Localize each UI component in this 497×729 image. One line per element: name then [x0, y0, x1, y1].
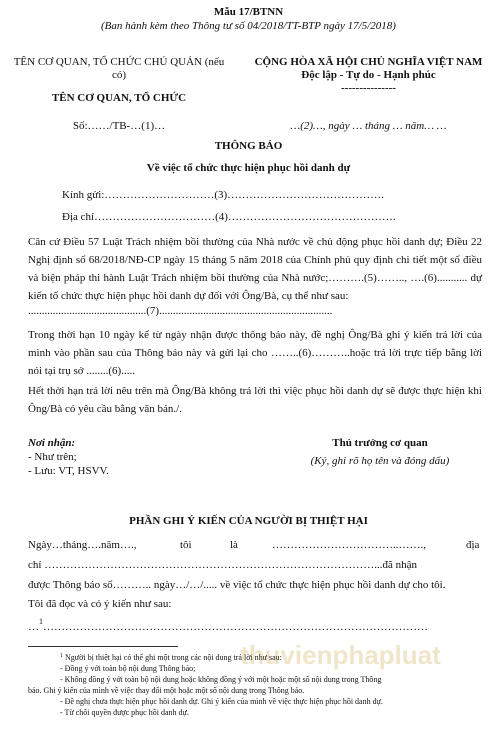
footnote-line: - Không đồng ý với toàn bộ nội dung hoặc không đồng ý với một hoặc một số nội dung trong Thông — [60, 675, 382, 684]
document-title: THÔNG BÁO — [214, 140, 283, 152]
nation-name: CỘNG HÒA XÃ HỘI CHỦ NGHĨA VIỆT NAM — [254, 56, 483, 68]
footnote-line: báo. Ghi ý kiến của mình về việc thay đổi một hoặc một số nội dung trong Thông báo. — [28, 686, 305, 695]
parent-org-line2: có) — [111, 69, 127, 81]
reply-date: Ngày…tháng….năm…., — [28, 539, 137, 551]
reply-opinion-line — [28, 617, 428, 634]
footnote-line: Người bị thiệt hại có thể ghi một trong các nội dung trả lời như sau: — [65, 653, 282, 662]
address-line: Địa chỉ……………………………(4)………………………………………. — [62, 211, 396, 223]
recipient-item: - Như trên; — [28, 451, 77, 463]
document-number: Số:……/TB-…(1)… — [72, 120, 166, 132]
footnote-number: 1 — [60, 653, 63, 659]
footnote-line: - Đề nghị chưa thực hiện phục hồi danh dự. Ghi ý kiến của mình về việc thực hiện phục hồi danh dự. — [60, 697, 383, 706]
signer-note: (Ký, ghi rõ họ tên và đóng dấu) — [310, 455, 450, 467]
footnote-line: - Từ chối quyền được phục hồi danh dự. — [60, 708, 189, 717]
document-date: …(2)…, ngày … tháng … năm… … — [290, 120, 447, 132]
reply-address-line: chỉ ………………………………………………………………………………...đã nhận — [28, 559, 417, 571]
motto-dashes: --------------- — [341, 82, 396, 94]
watermark: thuvienphapluat — [240, 640, 441, 670]
org-name: TÊN CƠ QUAN, TỔ CHỨC — [51, 92, 187, 104]
parent-org-line1: TÊN CƠ QUAN, TỔ CHỨC CHỦ QUẢN (nếu — [13, 56, 225, 68]
recipients-label: Nơi nhận: — [28, 437, 76, 449]
document-subtitle: Về việc tổ chức thực hiện phục hồi danh dự — [146, 162, 351, 174]
reply-notice-line: được Thông báo số……….. ngày…/…/..... về việc tổ chức thực hiện phục hồi danh dự cho tôi. — [28, 579, 446, 591]
reply-la: là — [230, 539, 238, 551]
footnote-line: - Đồng ý với toàn bộ nội dung Thông báo; — [60, 664, 196, 673]
reply-name-blank: ……………………………..……., — [272, 539, 426, 551]
reply-opinion-dots: …………………………………………………………………………………………… — [43, 621, 428, 633]
signer-title: Thủ trưởng cơ quan — [332, 437, 428, 449]
reply-dia: địa — [466, 539, 480, 551]
nation-motto: Độc lập - Tự do - Hạnh phúc — [301, 69, 436, 81]
reply-toi: tôi — [180, 539, 192, 551]
paragraph-legal-basis: Căn cứ Điều 57 Luật Trách nhiệm bồi thường của Nhà nước về chủ động phục hồi danh dự; Điều 22 Nghị định số 68/2018/NĐ-CP ngày 15 tháng 5 năm 2018 của Chính phủ quy định chi tiết một số điều và biện pháp thi hành Luật Trách nhiệm bồi thường của Nhà nước;……….(5)…….., ….(6)........... dự kiến tổ chức thực hiện phục hồi danh dự đối với Ông/Bà, cụ thể như sau: — [28, 236, 482, 302]
section2-title: PHẦN GHI Ý KIẾN CỦA NGƯỜI BỊ THIỆT HẠI — [129, 515, 368, 527]
recipient-item: - Lưu: VT, HSVV. — [28, 465, 109, 477]
paragraph-expiry: Hết thời hạn trả lời nêu trên mà Ông/Bà không trả lời thì việc phục hồi danh dự sẽ được thực hiện khi Ông/Bà có yêu cầu bằng văn bản./. — [28, 385, 482, 415]
recipient-line: Kính gửi:…………………………(3)……………………………………. — [62, 189, 384, 201]
paragraph-reply-deadline: Trong thời hạn 10 ngày kể từ ngày nhận được thông báo này, đề nghị Ông/Bà ghi ý kiến trả lời của mình vào phần sau của Thông báo này và gửi lại cho ……..(6)………..hoặc trả lời trực tiếp bằng lời nói tại trụ sở ........(6)..... — [28, 329, 482, 377]
reply-opinion-intro: Tôi đã đọc và có ý kiến như sau: — [28, 598, 172, 610]
footnote-ref[interactable]: 1 — [39, 617, 43, 626]
reply-opinion-mark: … — [28, 621, 39, 633]
content-line-7: ...........................................(7)............................................................... — [28, 305, 333, 317]
form-note: (Ban hành kèm theo Thông tư số 04/2018/TT-BTP ngày 17/5/2018) — [101, 20, 396, 32]
form-code: Mẫu 17/BTNN — [213, 6, 284, 18]
footnote-separator — [28, 646, 178, 647]
